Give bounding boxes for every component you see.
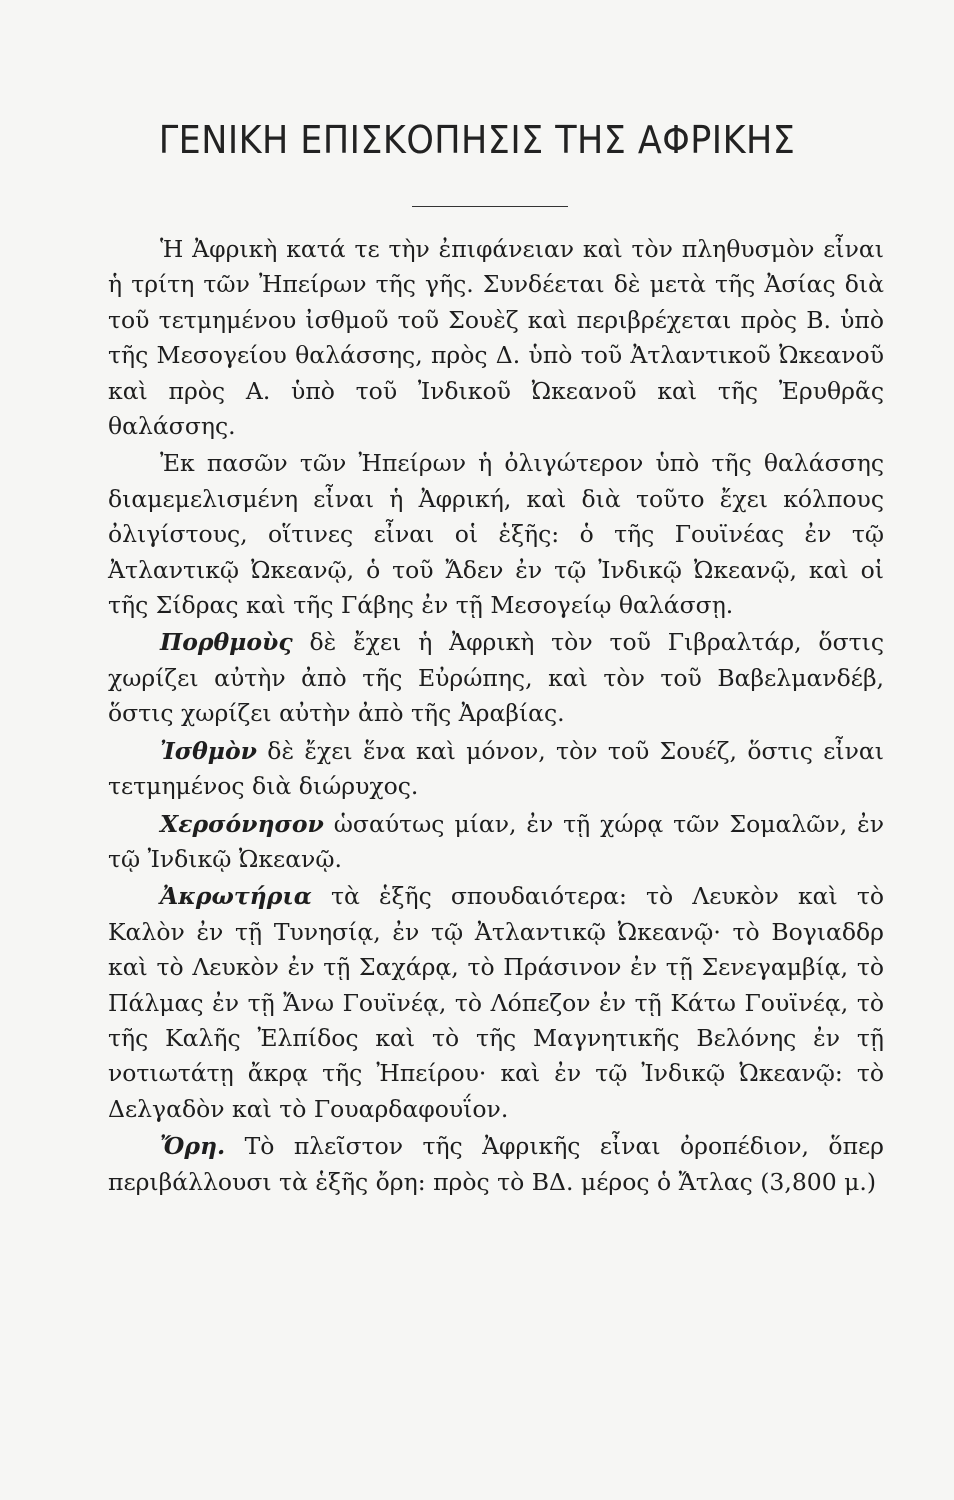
page-title: ΓΕΝΙΚΗ ΕΠΙΣΚΟΠΗΣΙΣ ΤΗΣ ΑΦΡΙΚΗΣ — [158, 118, 796, 162]
paragraph-intro — [108, 232, 884, 444]
paragraph-text: τὰ ἑξῆς σπουδαιότερα: τὸ Λευκὸν καὶ τὸ Καλὸν ἐν τῇ Τυνησίᾳ, ἐν τῷ Ἀτλαντικῷ Ὠκεανῷ· τὸ Βογιαδδρ καὶ τὸ Λευκὸν ἐν τῇ Σαχάρᾳ, τὸ Πράσινον ἐν τῇ Σενεγαμβίᾳ, τὸ Πάλμας ἐν τῇ Ἄνω Γουϊνέᾳ, τὸ Λόπεζον ἐν τῇ Κάτω Γουϊνέᾳ, τὸ τῆς Καλῆς Ἐλπίδος καὶ τὸ τῆς Μαγνητικῆς Βελόνης ἐν τῇ νοτιωτάτῃ ἄκρᾳ τῆς Ἠπείρου· καὶ ἐν τῷ Ἰνδικῷ Ὠκεανῷ: τὸ Δελγαδὸν καὶ τὸ Γουαρδαφουΐον. — [108, 882, 884, 1123]
title-rule — [412, 206, 568, 207]
paragraph-peninsula — [108, 807, 884, 878]
paragraph-text: Ἡ Ἀφρικὴ κατά τε τὴν ἐπιφάνειαν καὶ τὸν πληθυσμὸν εἶναι ἡ τρίτη τῶν Ἠπείρων τῆς γῆς. Συνδέεται δὲ μετὰ τῆς Ἀσίας διὰ τοῦ τετμημένου ἰσθμοῦ τοῦ Σουὲζ καὶ περιβρέχεται πρὸς Β. ὑπὸ τῆς Μεσογείου θαλάσσης, πρὸς Δ. ὑπὸ τοῦ Ἀτλαντικοῦ Ὠκεανοῦ καὶ πρὸς Α. ὑπὸ τοῦ Ἰνδικοῦ Ὠκεανοῦ καὶ τῆς Ἐρυθρᾶς θαλάσσης. — [108, 235, 884, 441]
paragraph-lead: Χερσόνησον — [160, 809, 324, 838]
paragraph-lead: Ἀκρωτήρια — [160, 882, 312, 911]
paragraph-gulfs — [108, 446, 884, 623]
paragraph-text: δὲ ἔχει ἡ Ἀφρικὴ τὸν τοῦ Γιβραλτάρ, ὅστις χωρίζει αὐτὴν ἀπὸ τῆς Εὐρώπης, καὶ τὸν τοῦ Βαβελμανδέβ, ὅστις χωρίζει αὐτὴν ἀπὸ τῆς Ἀραβίας. — [108, 628, 884, 728]
paragraph-isthmus — [108, 734, 884, 805]
paragraph-mountains — [108, 1129, 884, 1200]
paragraph-text: Ἐκ πασῶν τῶν Ἠπείρων ἡ ὀλιγώτερον ὑπὸ τῆς θαλάσσης διαμεμελισμένη εἶναι ἡ Ἀφρική, καὶ διὰ τοῦτο ἔχει κόλπους ὀλιγίστους, οἵτινες εἶναι οἱ ἑξῆς: ὁ τῆς Γουϊνέας ἐν τῷ Ἀτλαντικῷ Ὠκεανῷ, ὁ τοῦ Ἄδεν ἐν τῷ Ἰνδικῷ Ὠκεανῷ, καὶ οἱ τῆς Σίδρας καὶ τῆς Γάβης ἐν τῇ Μεσογείῳ θαλάσσῃ. — [108, 449, 884, 620]
text-body — [108, 232, 884, 1200]
paragraph-text: Τὸ πλεῖστον τῆς Ἀφρικῆς εἶναι ὀροπέδιον, ὅπερ περιβάλλουσι τὰ ἑξῆς ὄρη: πρὸς τὸ ΒΔ. μέρος ὁ Ἄτλας (3,800 μ.) — [108, 1132, 884, 1196]
paragraph-lead: Ἰσθμὸν — [160, 736, 257, 765]
paragraph-lead: Ὄρη. — [160, 1132, 226, 1161]
paragraph-text: δὲ ἔχει ἕνα καὶ μόνον, τὸν τοῦ Σουέζ, ὅστις εἶναι τετμημένος διὰ διώρυχος. — [108, 736, 884, 801]
paragraph-straits — [108, 625, 884, 731]
paragraph-text: ὡσαύτως μίαν, ἐν τῇ χώρᾳ τῶν Σομαλῶν, ἐν τῷ Ἰνδικῷ Ὠκεανῷ. — [108, 809, 884, 873]
paragraph-lead: Πορθμοὺς — [160, 628, 293, 657]
paragraph-capes — [108, 879, 884, 1127]
